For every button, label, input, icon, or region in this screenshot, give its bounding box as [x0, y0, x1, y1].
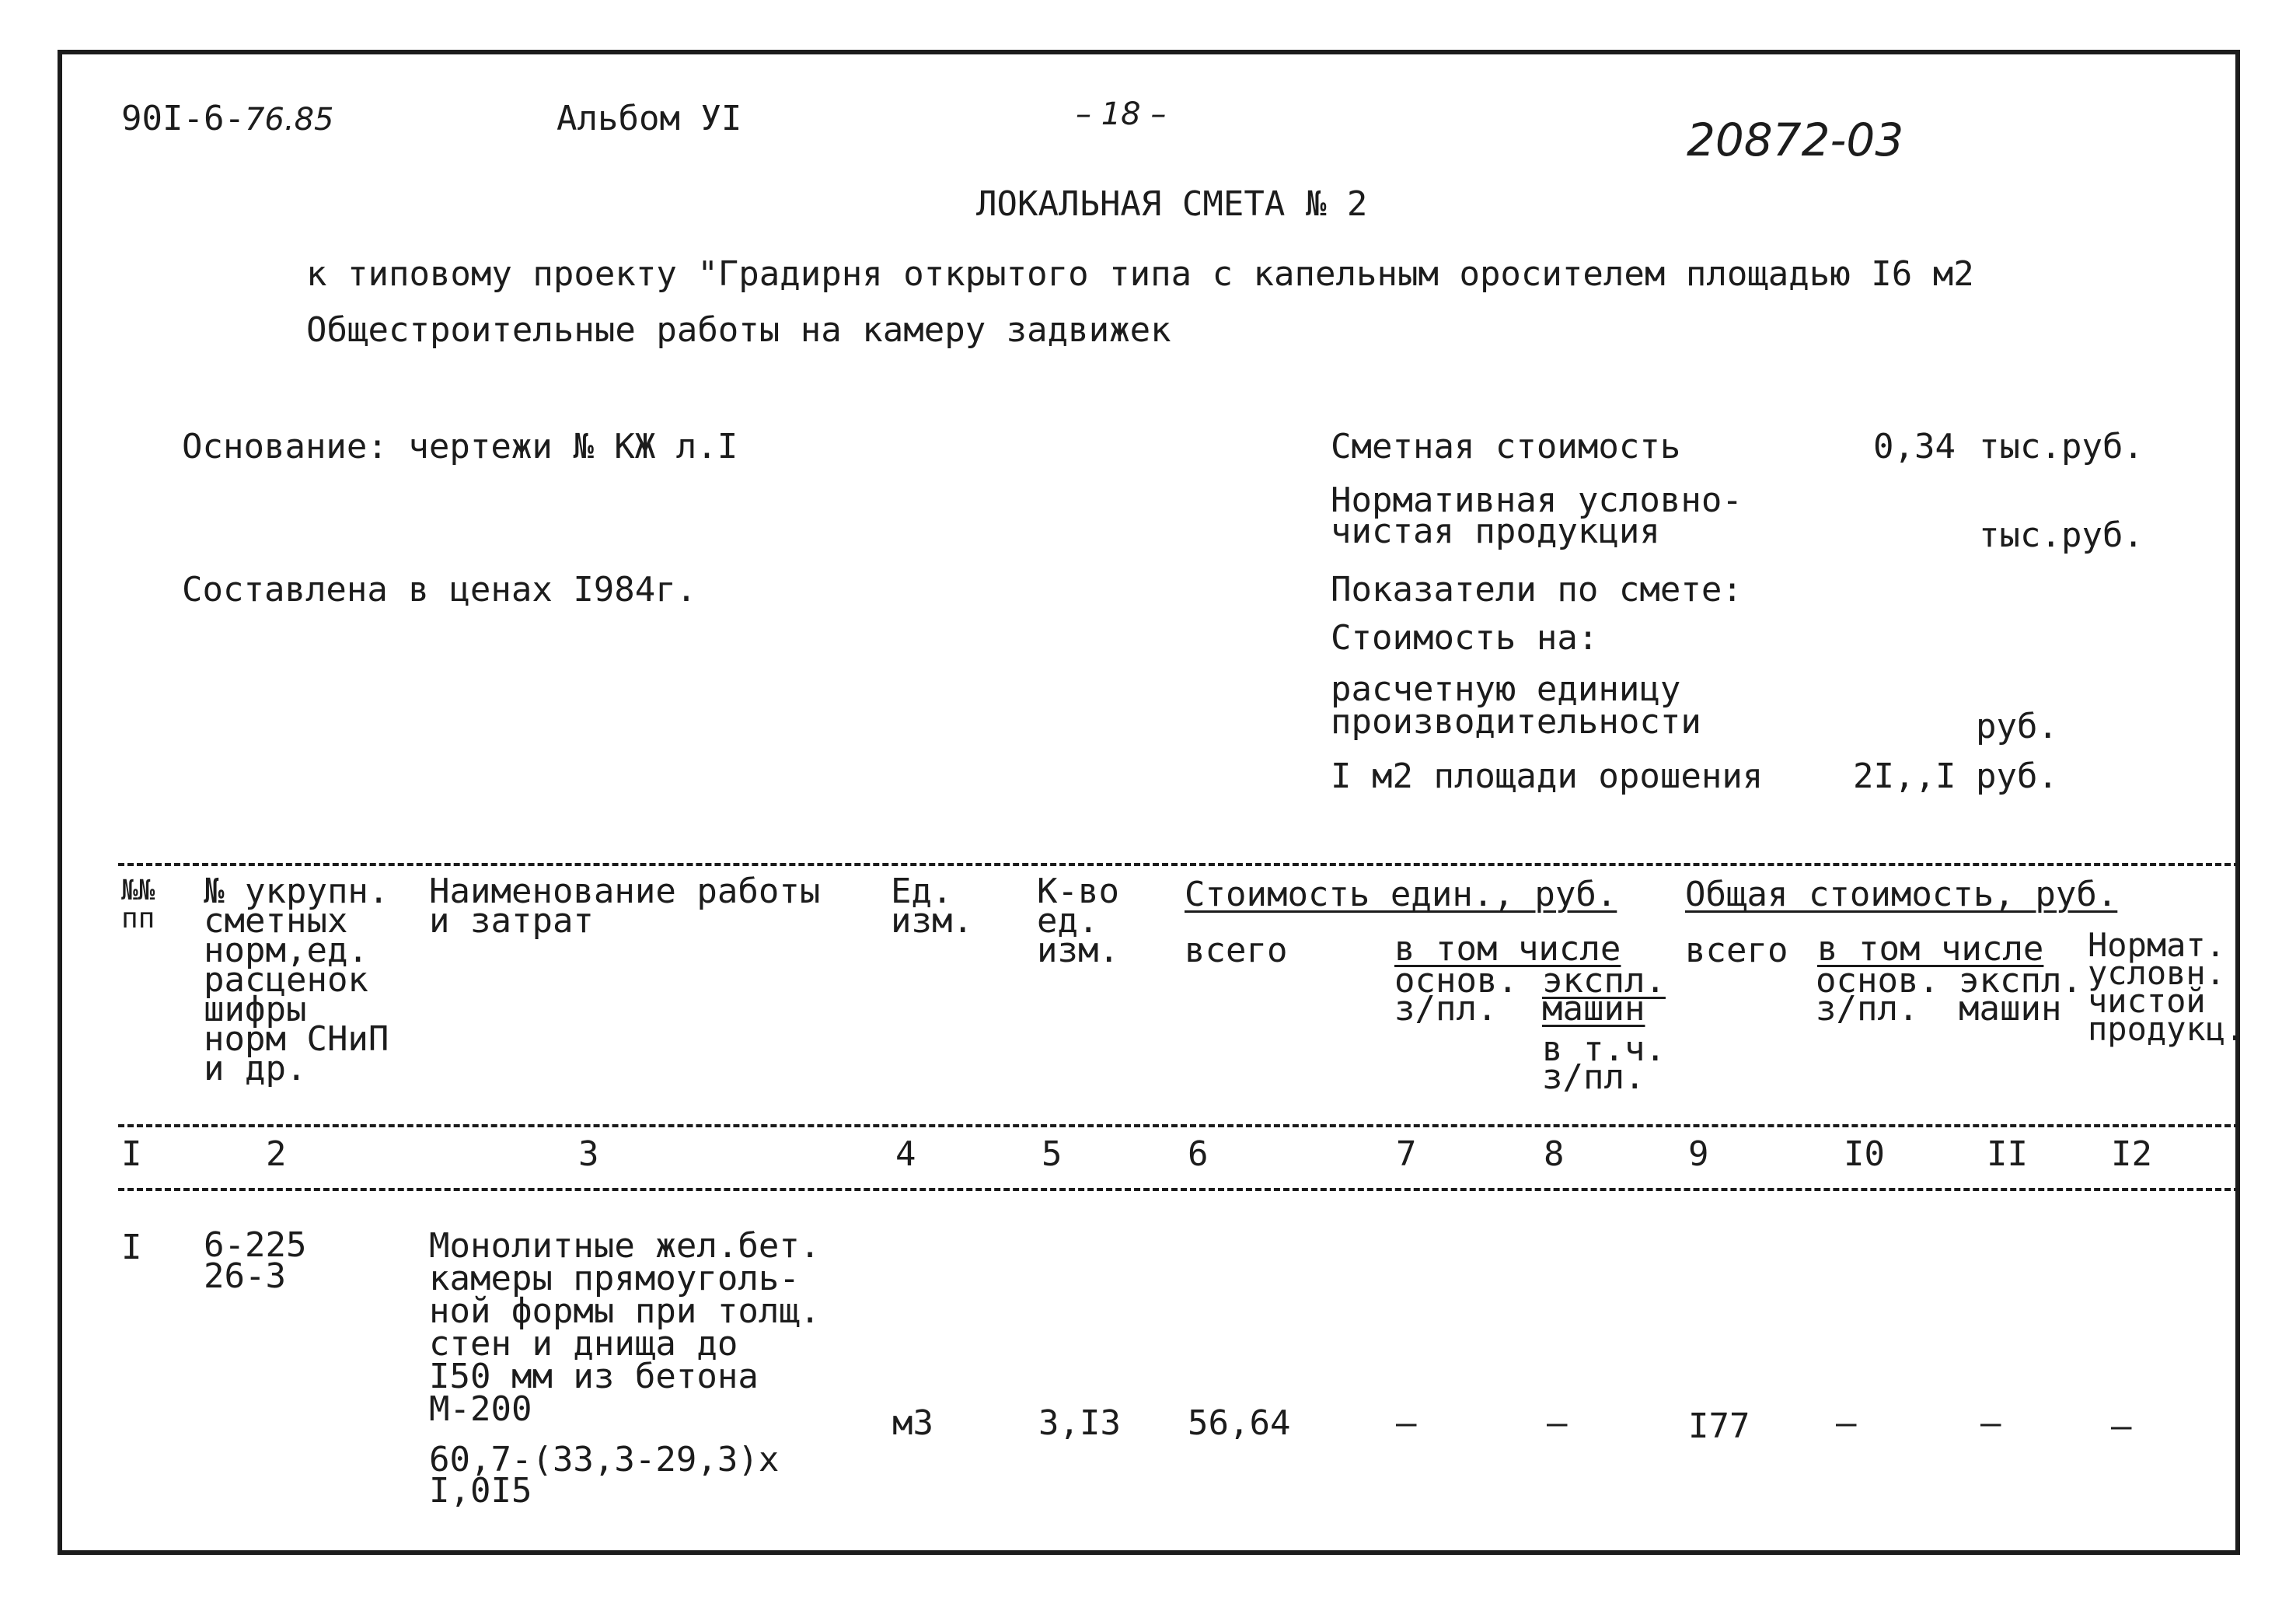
document-code: 90I-6-76.85 [121, 99, 334, 138]
column-number: 8 [1544, 1134, 1565, 1174]
row-work-name: Монолитные жел.бет. камеры прямоуголь- ной формы при толщ. стен и днища до I50 мм из бетона М-200 [429, 1226, 821, 1429]
row-unit-cost-total: 56,64 [1188, 1403, 1291, 1443]
col-header-qty: К-во ед. изм. [1037, 872, 1119, 970]
total-cost-incl-header: в том числе [1817, 929, 2044, 969]
estimate-heading: ЛОКАЛЬНАЯ СМЕТА № 2 [976, 184, 1368, 224]
row-quantity: 3,I3 [1038, 1403, 1121, 1443]
column-number: 2 [266, 1134, 287, 1174]
column-number: I [121, 1134, 142, 1174]
row-total-machines: – [1980, 1403, 2001, 1443]
row-normative: – [2111, 1406, 2132, 1446]
normative-label: Нормативная условно- чистая продукция [1331, 480, 1743, 551]
productivity-unit: руб. [1976, 707, 2058, 746]
row-total-cost: I77 [1688, 1406, 1750, 1446]
total-cost-wage-header: основ. з/пл. [1816, 961, 1939, 1029]
row-unit-cost-machines: – [1547, 1403, 1568, 1443]
productivity-label: расчетную единицу производительности [1331, 669, 1701, 742]
column-number: 3 [578, 1134, 599, 1174]
handwritten-code: 76.85 [244, 102, 334, 138]
area-value: 2I,,I [1853, 756, 1956, 796]
area-unit: руб. [1976, 756, 2058, 796]
unit-cost-machines-header: экспл. машин [1542, 961, 1666, 1029]
col-header-code: № укрупн. сметных норм,ед. расценок шифры норм СНиП и др. [204, 872, 389, 1088]
column-number: I0 [1844, 1134, 1885, 1174]
total-cost-group-header: Общая стоимость, руб. [1685, 875, 2118, 914]
area-label: I м2 площади орошения [1331, 756, 1764, 796]
column-number: 9 [1688, 1134, 1709, 1174]
table-top-rule [118, 863, 2240, 866]
col-header-name: Наименование работы и затрат [429, 872, 821, 941]
column-number: 5 [1042, 1134, 1063, 1174]
page-number: – 18 – [1076, 96, 1167, 132]
header-bottom-rule [118, 1124, 2240, 1127]
indicators-label: Показатели по смете: [1331, 570, 1743, 610]
row-total-wage: – [1836, 1403, 1857, 1443]
prices-text: Составлена в ценах I984г. [182, 570, 697, 610]
normative-unit: тыс.руб. [1979, 515, 2144, 555]
row-unit-cost-wage: – [1396, 1403, 1417, 1443]
total-cost-machines-header: экспл. машин [1959, 961, 2082, 1029]
unit-cost-machines-wage-header: в т.ч. з/пл. [1542, 1029, 1666, 1097]
album-label: Альбом УI [557, 99, 742, 138]
work-subtitle: Общестроительные работы на камеру задвижек [306, 310, 1171, 350]
row-unit: м3 [892, 1403, 933, 1443]
column-number: 7 [1396, 1134, 1417, 1174]
estimated-cost-value: 0,34 [1873, 427, 1956, 466]
column-number: 4 [895, 1134, 916, 1174]
column-numbers-rule [118, 1188, 2240, 1191]
col-header-num: №№ пп [121, 875, 155, 935]
column-number: 6 [1188, 1134, 1209, 1174]
cost-per-label: Стоимость на: [1331, 618, 1599, 658]
unit-cost-incl-header: в том числе [1394, 929, 1621, 969]
unit-cost-group-header: Стоимость един., руб. [1185, 875, 1617, 914]
col-header-unit: Ед. изм. [891, 872, 973, 941]
row-formula: 60,7-(33,3-29,3)х I,0I5 [429, 1440, 780, 1511]
total-cost-total-header: всего [1685, 931, 1788, 970]
row-code: 6-225 26-3 [204, 1225, 307, 1296]
estimated-cost-unit: тыс.руб. [1979, 427, 2144, 466]
project-subtitle: к типовому проекту "Градирня открытого типа с капельным оросителем площадью I6 м2 [306, 254, 1974, 294]
row-number: I [121, 1228, 142, 1267]
unit-cost-wage-header: основ. з/пл. [1394, 961, 1518, 1029]
stamp-number: 20872-03 [1687, 114, 1904, 166]
basis-text: Основание: чертежи № КЖ л.I [182, 427, 738, 466]
estimated-cost-label: Сметная стоимость [1331, 427, 1681, 466]
column-number: II [1987, 1134, 2028, 1174]
column-number: I2 [2111, 1134, 2152, 1174]
normative-header: Нормат. условн. чистой продукц. [2088, 926, 2245, 1048]
unit-cost-total-header: всего [1185, 931, 1288, 970]
